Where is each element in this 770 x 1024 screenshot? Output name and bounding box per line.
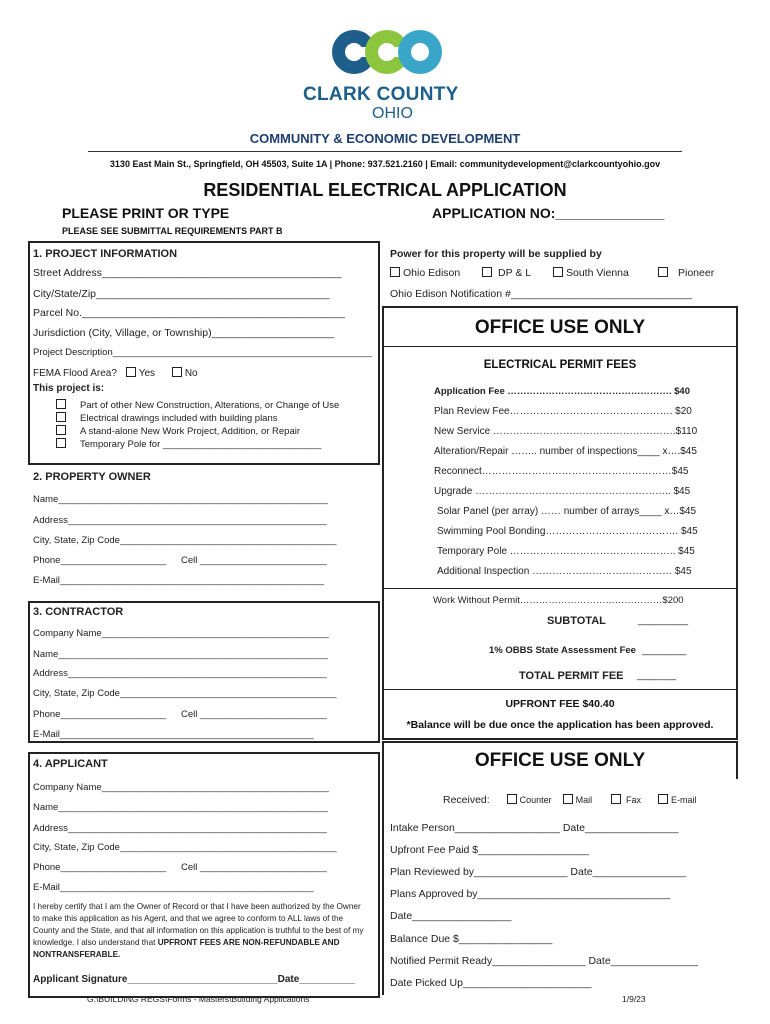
this-project-label: This project is: (33, 383, 105, 394)
counter-label: Counter (519, 795, 552, 805)
electrical-permit-fees-heading: ELECTRICAL PERMIT FEES (483, 359, 637, 371)
applicant-cell-field[interactable]: Cell ________________________ (181, 862, 327, 873)
project-description-field[interactable]: Project Description_________________________________________________ (33, 347, 372, 358)
fax-checkbox[interactable] (611, 794, 621, 804)
email-label: E-mail (670, 795, 697, 805)
owner-cell-field[interactable]: Cell ________________________ (181, 555, 327, 566)
contractor-address-field[interactable]: Address_________________________________________________ (33, 668, 327, 679)
applicant-city-field[interactable]: City, State, Zip Code_________________________________________ (33, 842, 337, 853)
project-information-heading: 1. PROJECT INFORMATION (33, 248, 178, 260)
contractor-name-field[interactable]: Name___________________________________________________ (33, 649, 328, 660)
fee-work-without-permit: Work Without Permit………………………………………$200 (433, 595, 684, 606)
form-title: RESIDENTIAL ELECTRICAL APPLICATION (203, 180, 567, 200)
fee-alteration-repair: Alteration/Repair …….. number of inspections____ x….$45 (434, 446, 697, 457)
project-option-1 (56, 399, 339, 411)
south-vienna-label: South Vienna (566, 267, 629, 279)
balance-note: *Balance will be due once the application has been approved. (406, 719, 714, 731)
city-state-zip-field[interactable]: City/State/Zip________________________________________ (33, 288, 330, 300)
obbs-fee-value[interactable]: ________ (642, 645, 687, 656)
ohio-edison-notification-field[interactable]: Ohio Edison Notification #_______________________________ (390, 288, 692, 300)
owner-city-field[interactable]: City, State, Zip Code_________________________________________ (33, 535, 337, 546)
contractor-cell-field[interactable]: Cell ________________________ (181, 709, 327, 720)
fees-office-use-title: OFFICE USE ONLY (474, 317, 646, 338)
fees-divider (382, 346, 738, 347)
application-number: APPLICATION NO:______________ (432, 205, 665, 221)
header-rule (88, 151, 682, 152)
power-south-vienna (553, 267, 629, 279)
fema-flood-row (33, 367, 198, 379)
option-1-checkbox[interactable] (56, 399, 66, 409)
certify-line-4 (33, 937, 375, 949)
option-4-checkbox[interactable] (56, 438, 66, 448)
pioneer-checkbox[interactable] (658, 267, 668, 277)
applicant-company-field[interactable]: Company Name___________________________________________ (33, 782, 329, 793)
certify-line-4-bold: UPFRONT FEES ARE NON-REFUNDABLE AND (157, 938, 340, 947)
subtotal-label: SUBTOTAL (547, 615, 606, 627)
contractor-city-field[interactable]: City, State, Zip Code_________________________________________ (33, 688, 337, 699)
office-left-border (382, 779, 384, 995)
department-title: COMMUNITY & ECONOMIC DEVELOPMENT (249, 131, 521, 146)
street-address-field[interactable]: Street Address_________________________________________ (33, 267, 342, 279)
certify-line-5: NONTRANSFERABLE. (33, 950, 121, 959)
fees-divider-2 (382, 588, 738, 589)
option-3-checkbox[interactable] (56, 425, 66, 435)
office-use-title: OFFICE USE ONLY (474, 750, 646, 771)
fees-divider-3 (382, 689, 738, 690)
project-option-4 (56, 438, 321, 450)
fee-temporary-pole: Temporary Pole ………………………………………….. $45 (437, 546, 695, 557)
upfront-fee-paid-field[interactable]: Upfront Fee Paid $___________________ (390, 844, 590, 856)
owner-name-field[interactable]: Name___________________________________________________ (33, 494, 328, 505)
option-3-label: A stand-alone New Work Project, Addition, or Repair (80, 426, 301, 437)
fee-upgrade: Upgrade ………………………………………………….. $45 (434, 486, 691, 497)
obbs-fee-label: 1% OBBS State Assessment Fee (489, 645, 636, 656)
logo-text-county: CLARK COUNTY (303, 84, 459, 105)
applicant-heading: 4. APPLICANT (33, 758, 108, 770)
contractor-heading: 3. CONTRACTOR (33, 606, 124, 618)
property-owner-heading: 2. PROPERTY OWNER (33, 471, 151, 483)
power-pioneer (658, 267, 714, 279)
certify-line-3: County and the State, and that all information on this application is truthful to the best of my (33, 926, 364, 935)
received-row (443, 794, 696, 806)
dpl-label: DP & L (498, 267, 532, 279)
certify-line-2: to make this application as his Agent, and that we agree to conform to ALL laws of the (33, 914, 344, 923)
contractor-company-field[interactable]: Company Name___________________________________________ (33, 628, 329, 639)
south-vienna-checkbox[interactable] (553, 267, 563, 277)
ohio-edison-checkbox[interactable] (390, 267, 400, 277)
jurisdiction-field[interactable]: Jurisdiction (City, Village, or Township)_____________________ (33, 327, 335, 339)
owner-email-field[interactable]: E-Mail__________________________________________________ (33, 575, 325, 586)
certify-line-4-text: knowledge. I also understand that (33, 938, 158, 947)
contractor-email-field[interactable]: E-Mail________________________________________________ (33, 729, 314, 740)
contact-address: 3130 East Main St., Springfield, OH 45503, Suite 1A | Phone: 937.521.2160 | Email: communitydevelopment@clarkcountyohio.gov (109, 159, 661, 169)
mail-label: Mail (575, 795, 593, 805)
fee-swimming-pool: Swimming Pool Bonding…………………………………. $45 (437, 526, 698, 537)
logo-icon (330, 27, 445, 77)
intake-person-field[interactable]: Intake Person__________________ Date________________ (390, 822, 679, 834)
print-instruction: PLEASE PRINT OR TYPE (62, 205, 230, 221)
received-label: Received: (443, 794, 490, 806)
fee-application: Application Fee ……………………………………………. $40 (434, 386, 690, 397)
certify-line-1: I hereby certify that I am the Owner of Record or that I have been authorized by the Owner (33, 902, 361, 911)
certification-text (33, 901, 375, 961)
fema-label: FEMA Flood Area? (33, 368, 117, 379)
fema-yes-label: Yes (138, 368, 156, 379)
submittal-note: PLEASE SEE SUBMITTAL REQUIREMENTS PART B (62, 226, 283, 236)
pioneer-label: Pioneer (678, 267, 715, 279)
plans-approved-field[interactable]: Plans Approved by_________________________________ (390, 888, 671, 900)
fee-additional-inspection: Additional Inspection …………………………………… $45 (437, 566, 692, 577)
fema-no-label: No (184, 368, 198, 379)
mail-checkbox[interactable] (563, 794, 573, 804)
dpl-checkbox[interactable] (482, 267, 492, 277)
fema-no-checkbox[interactable] (172, 367, 182, 377)
footer-path: G:\BUILDING REGS\Forms - Masters\Building Applications (87, 994, 310, 1004)
ohio-edison-label: Ohio Edison (403, 267, 461, 279)
approved-date-field[interactable]: Date_________________ (390, 910, 512, 922)
upfront-fee: UPFRONT FEE $40.40 (505, 698, 615, 710)
option-2-checkbox[interactable] (56, 412, 66, 422)
project-option-2 (56, 412, 278, 424)
subtotal-value[interactable]: _________ (638, 615, 689, 626)
date-picked-up-field[interactable]: Date Picked Up______________________ (390, 977, 592, 989)
notified-permit-ready-field[interactable]: Notified Permit Ready________________ Date_______________ (390, 955, 699, 967)
balance-due-field[interactable]: Balance Due $________________ (390, 933, 553, 945)
fema-yes-checkbox[interactable] (126, 367, 136, 377)
project-option-3 (56, 425, 300, 437)
plan-reviewed-field[interactable]: Plan Reviewed by________________ Date________________ (390, 866, 687, 878)
power-dpl (482, 267, 531, 279)
applicant-signature-field[interactable]: Applicant Signature___________________________Date__________ (33, 974, 355, 985)
counter-checkbox[interactable] (507, 794, 517, 804)
power-ohio-edison (390, 267, 460, 279)
power-heading: Power for this property will be supplied by (390, 248, 602, 260)
applicant-email-field[interactable]: E-Mail________________________________________________ (33, 882, 314, 893)
email-checkbox[interactable] (658, 794, 668, 804)
total-permit-fee-label: TOTAL PERMIT FEE (519, 670, 624, 682)
applicant-name-field[interactable]: Name___________________________________________________ (33, 802, 328, 813)
fee-new-service: New Service ……………………………………………….$110 (434, 426, 698, 437)
fax-label: Fax (626, 795, 642, 805)
logo (300, 22, 470, 127)
owner-phone-field[interactable]: Phone____________________ (33, 555, 167, 566)
applicant-phone-field[interactable]: Phone____________________ (33, 862, 167, 873)
fee-solar-panel: Solar Panel (per array) …… number of arrays____ x…$45 (437, 506, 697, 517)
option-4-label[interactable]: Temporary Pole for ______________________________ (80, 439, 322, 450)
parcel-number-field[interactable]: Parcel No._____________________________________________ (33, 307, 345, 319)
owner-address-field[interactable]: Address_________________________________________________ (33, 515, 327, 526)
total-permit-fee-value[interactable]: _______ (637, 670, 676, 681)
option-2-label: Electrical drawings included with building plans (80, 413, 278, 424)
applicant-address-field[interactable]: Address_________________________________________________ (33, 823, 327, 834)
option-1-label: Part of other New Construction, Alterations, or Change of Use (80, 400, 340, 411)
fee-reconnect: Reconnect…………………………………………………$45 (434, 466, 689, 477)
fee-plan-review: Plan Review Fee…………………………………………. $20 (434, 406, 692, 417)
footer-date: 1/9/23 (622, 994, 646, 1004)
logo-text-ohio: OHIO (372, 105, 413, 122)
contractor-phone-field[interactable]: Phone____________________ (33, 709, 167, 720)
